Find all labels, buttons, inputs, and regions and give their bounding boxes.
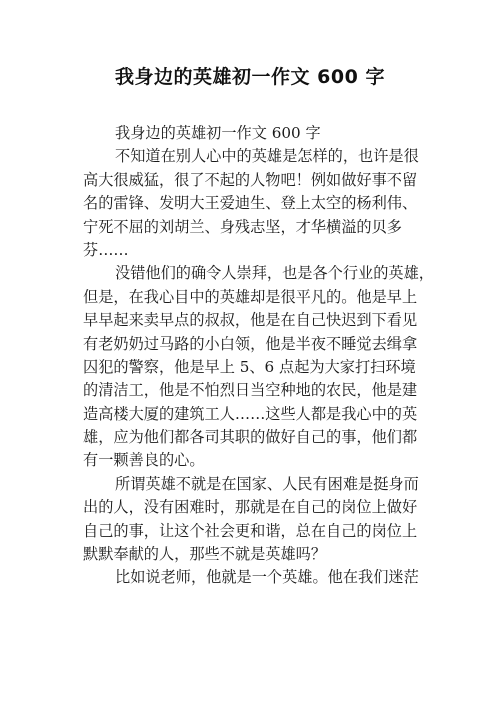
paragraph-line: 宁死不屈的刘胡兰、身残志坚，才华横溢的贝多 [83, 217, 402, 236]
paragraph-line: 囚犯的警察，他是早上 5、6 点起为大家打扫环境 [83, 357, 416, 376]
paragraph-line: 有一颗善良的心。 [83, 451, 205, 470]
paragraph-line: 比如说老师，他就是一个英雄。他在我们迷茫 [115, 568, 419, 587]
paragraph-line: 所谓英雄不就是在国家、人民有困难是挺身而 [115, 474, 419, 493]
paragraph-line: 早早起来卖早点的叔叔，他是在自己快迟到下看见 [83, 311, 418, 330]
paragraph-line: 不知道在别人心中的英雄是怎样的，也许是很 [115, 147, 419, 166]
paragraph-line: 自己的事，让这个社会更和谐，总在自己的岗位上 [83, 521, 418, 540]
document-body [83, 122, 434, 590]
paragraph-line: 有老奶奶过马路的小白领，他是半夜不睡觉去缉拿 [83, 334, 418, 353]
paragraph-line: 的清洁工，他是不怕烈日当空种地的农民，他是建 [83, 381, 418, 400]
paragraph-line: 没错他们的确令人崇拜，也是各个行业的英雄， [115, 264, 434, 283]
paragraph-line: 雄，应为他们都各司其职的做好自己的事，他们都 [83, 428, 418, 447]
subtitle-line: 我身边的英雄初一作文 600 字 [115, 124, 321, 142]
paragraph-line: 出的人，没有困难时，那就是在自己的岗位上做好 [83, 498, 418, 517]
paragraph-line: 造高楼大厦的建筑工人……这些人都是我心中的英 [83, 404, 418, 423]
paragraph-line: 高大很威猛，很了不起的人物吧！例如做好事不留 [83, 170, 418, 189]
paragraph-line: 名的雷锋、发明大王爱迪生、登上太空的杨利伟、 [83, 194, 418, 213]
paragraph-line: 但是，在我心目中的英雄却是很平凡的。他是早上 [83, 287, 418, 306]
document-title: 我身边的英雄初一作文 600 字 [115, 66, 385, 88]
paragraph-line: 默默奉献的人，那些不就是英雄吗？ [83, 545, 326, 564]
paragraph-line: 芬…… [83, 240, 129, 259]
